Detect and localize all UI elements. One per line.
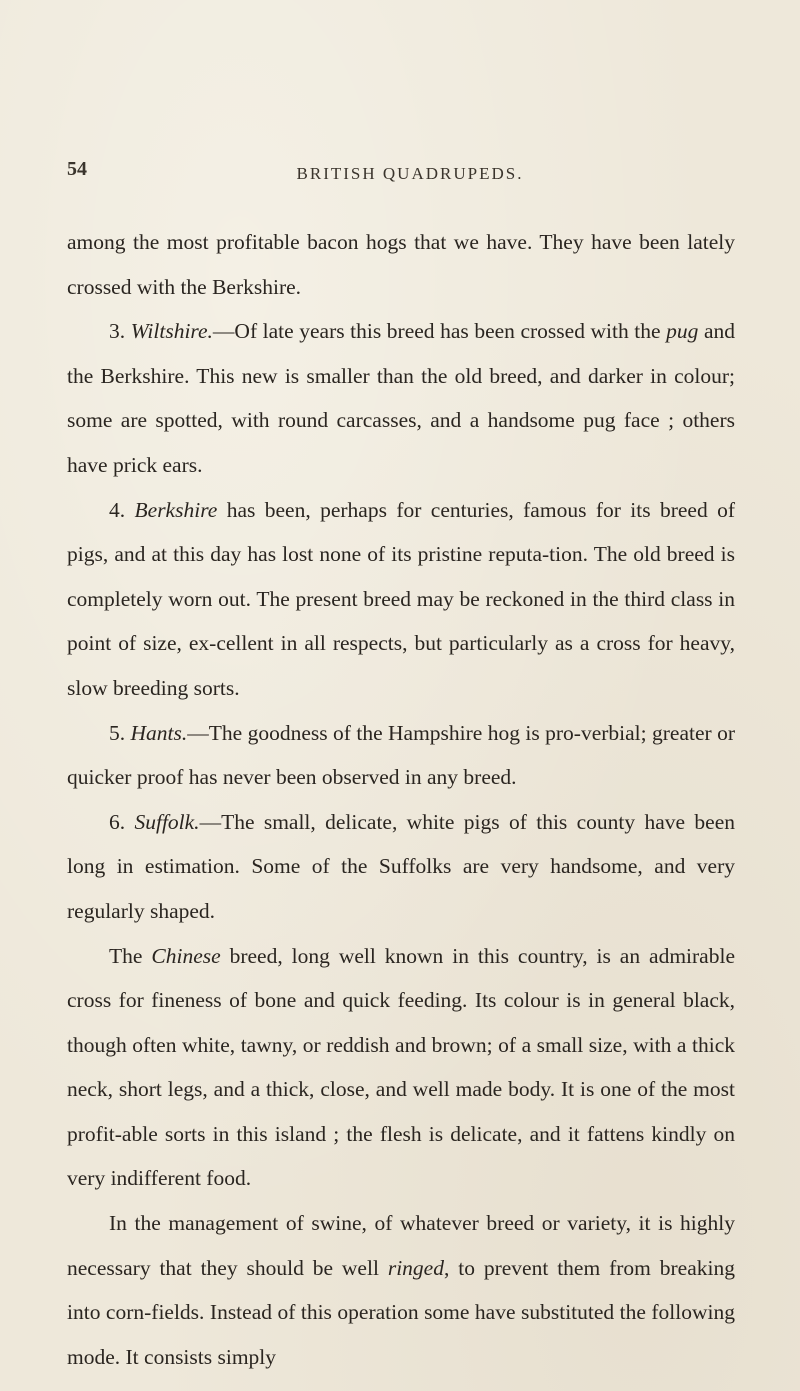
text-run: The xyxy=(109,943,152,968)
text-run: and the Berkshire. This new is smaller than the old breed, and darker in colour; some are spotted, with round carcasses, and a handsome pug face ; others have prick ears. xyxy=(67,319,735,477)
text-run: 5. xyxy=(109,720,131,745)
italic-text: Berkshire xyxy=(134,497,218,522)
paragraph-management xyxy=(67,1201,735,1379)
italic-text: ringed xyxy=(387,1255,444,1280)
body-text xyxy=(67,220,735,1379)
paragraph-hants xyxy=(67,711,735,800)
text-run: —The goodness of the Hampshire hog is pro-verbial; greater or quicker proof has never been observed in any breed. xyxy=(67,720,736,790)
paragraph-berkshire xyxy=(67,488,735,711)
text-run: breed, long well known in this country, is an admirable cross for fineness of bone and quick feeding. Its colour is in general black, though often white, tawny, or reddish and brown; of a small size, with a thick neck, short legs, and a thick, close, and well made body. It is one of the most profit-able sorts in this island ; the flesh is delicate, and it fattens kindly on very indifferent food. xyxy=(67,943,735,1191)
text-run: 6. xyxy=(109,809,135,834)
paragraph-continuation xyxy=(67,220,735,309)
text-run: has been, perhaps for centuries, famous for its breed of pigs, and at this day has lost none of its pristine reputa-tion. The old breed is completely worn out. The present breed may be reckoned in the third class in point of size, ex-cellent in all respects, but particularly as a cross for heavy, slow breeding sorts. xyxy=(67,497,736,700)
running-head: BRITISH QUADRUPEDS. xyxy=(296,164,524,183)
italic-text: Suffolk. xyxy=(134,809,200,834)
italic-text: Chinese xyxy=(151,943,221,968)
italic-text: Wiltshire. xyxy=(130,319,213,344)
italic-text: Hants. xyxy=(130,720,188,745)
text-run: , to prevent them from breaking into corn-fields. Instead of this operation some have substituted the following mode. It consists simply xyxy=(67,1255,735,1369)
text-run: —The small, delicate, white pigs of this county have been long in estimation. Some of the Suffolks are very handsome, and very regularly shaped. xyxy=(67,809,735,923)
italic-text: pug xyxy=(666,319,699,344)
text-run: 4. xyxy=(109,497,135,522)
paragraph-wiltshire xyxy=(67,309,735,487)
paragraph-chinese xyxy=(67,934,735,1202)
text-run: among the most profitable bacon hogs that we have. They have been lately crossed with the Berkshire. xyxy=(67,230,735,299)
paragraph-suffolk xyxy=(67,800,735,934)
page-number: 54 xyxy=(67,158,87,180)
page-header xyxy=(60,158,760,198)
text-run: —Of late years this breed has been crossed with the xyxy=(212,319,667,344)
text-run: 3. xyxy=(109,319,131,344)
text-run: In the management of swine, of whatever breed or variety, it is highly necessary that they should be well xyxy=(67,1211,735,1280)
